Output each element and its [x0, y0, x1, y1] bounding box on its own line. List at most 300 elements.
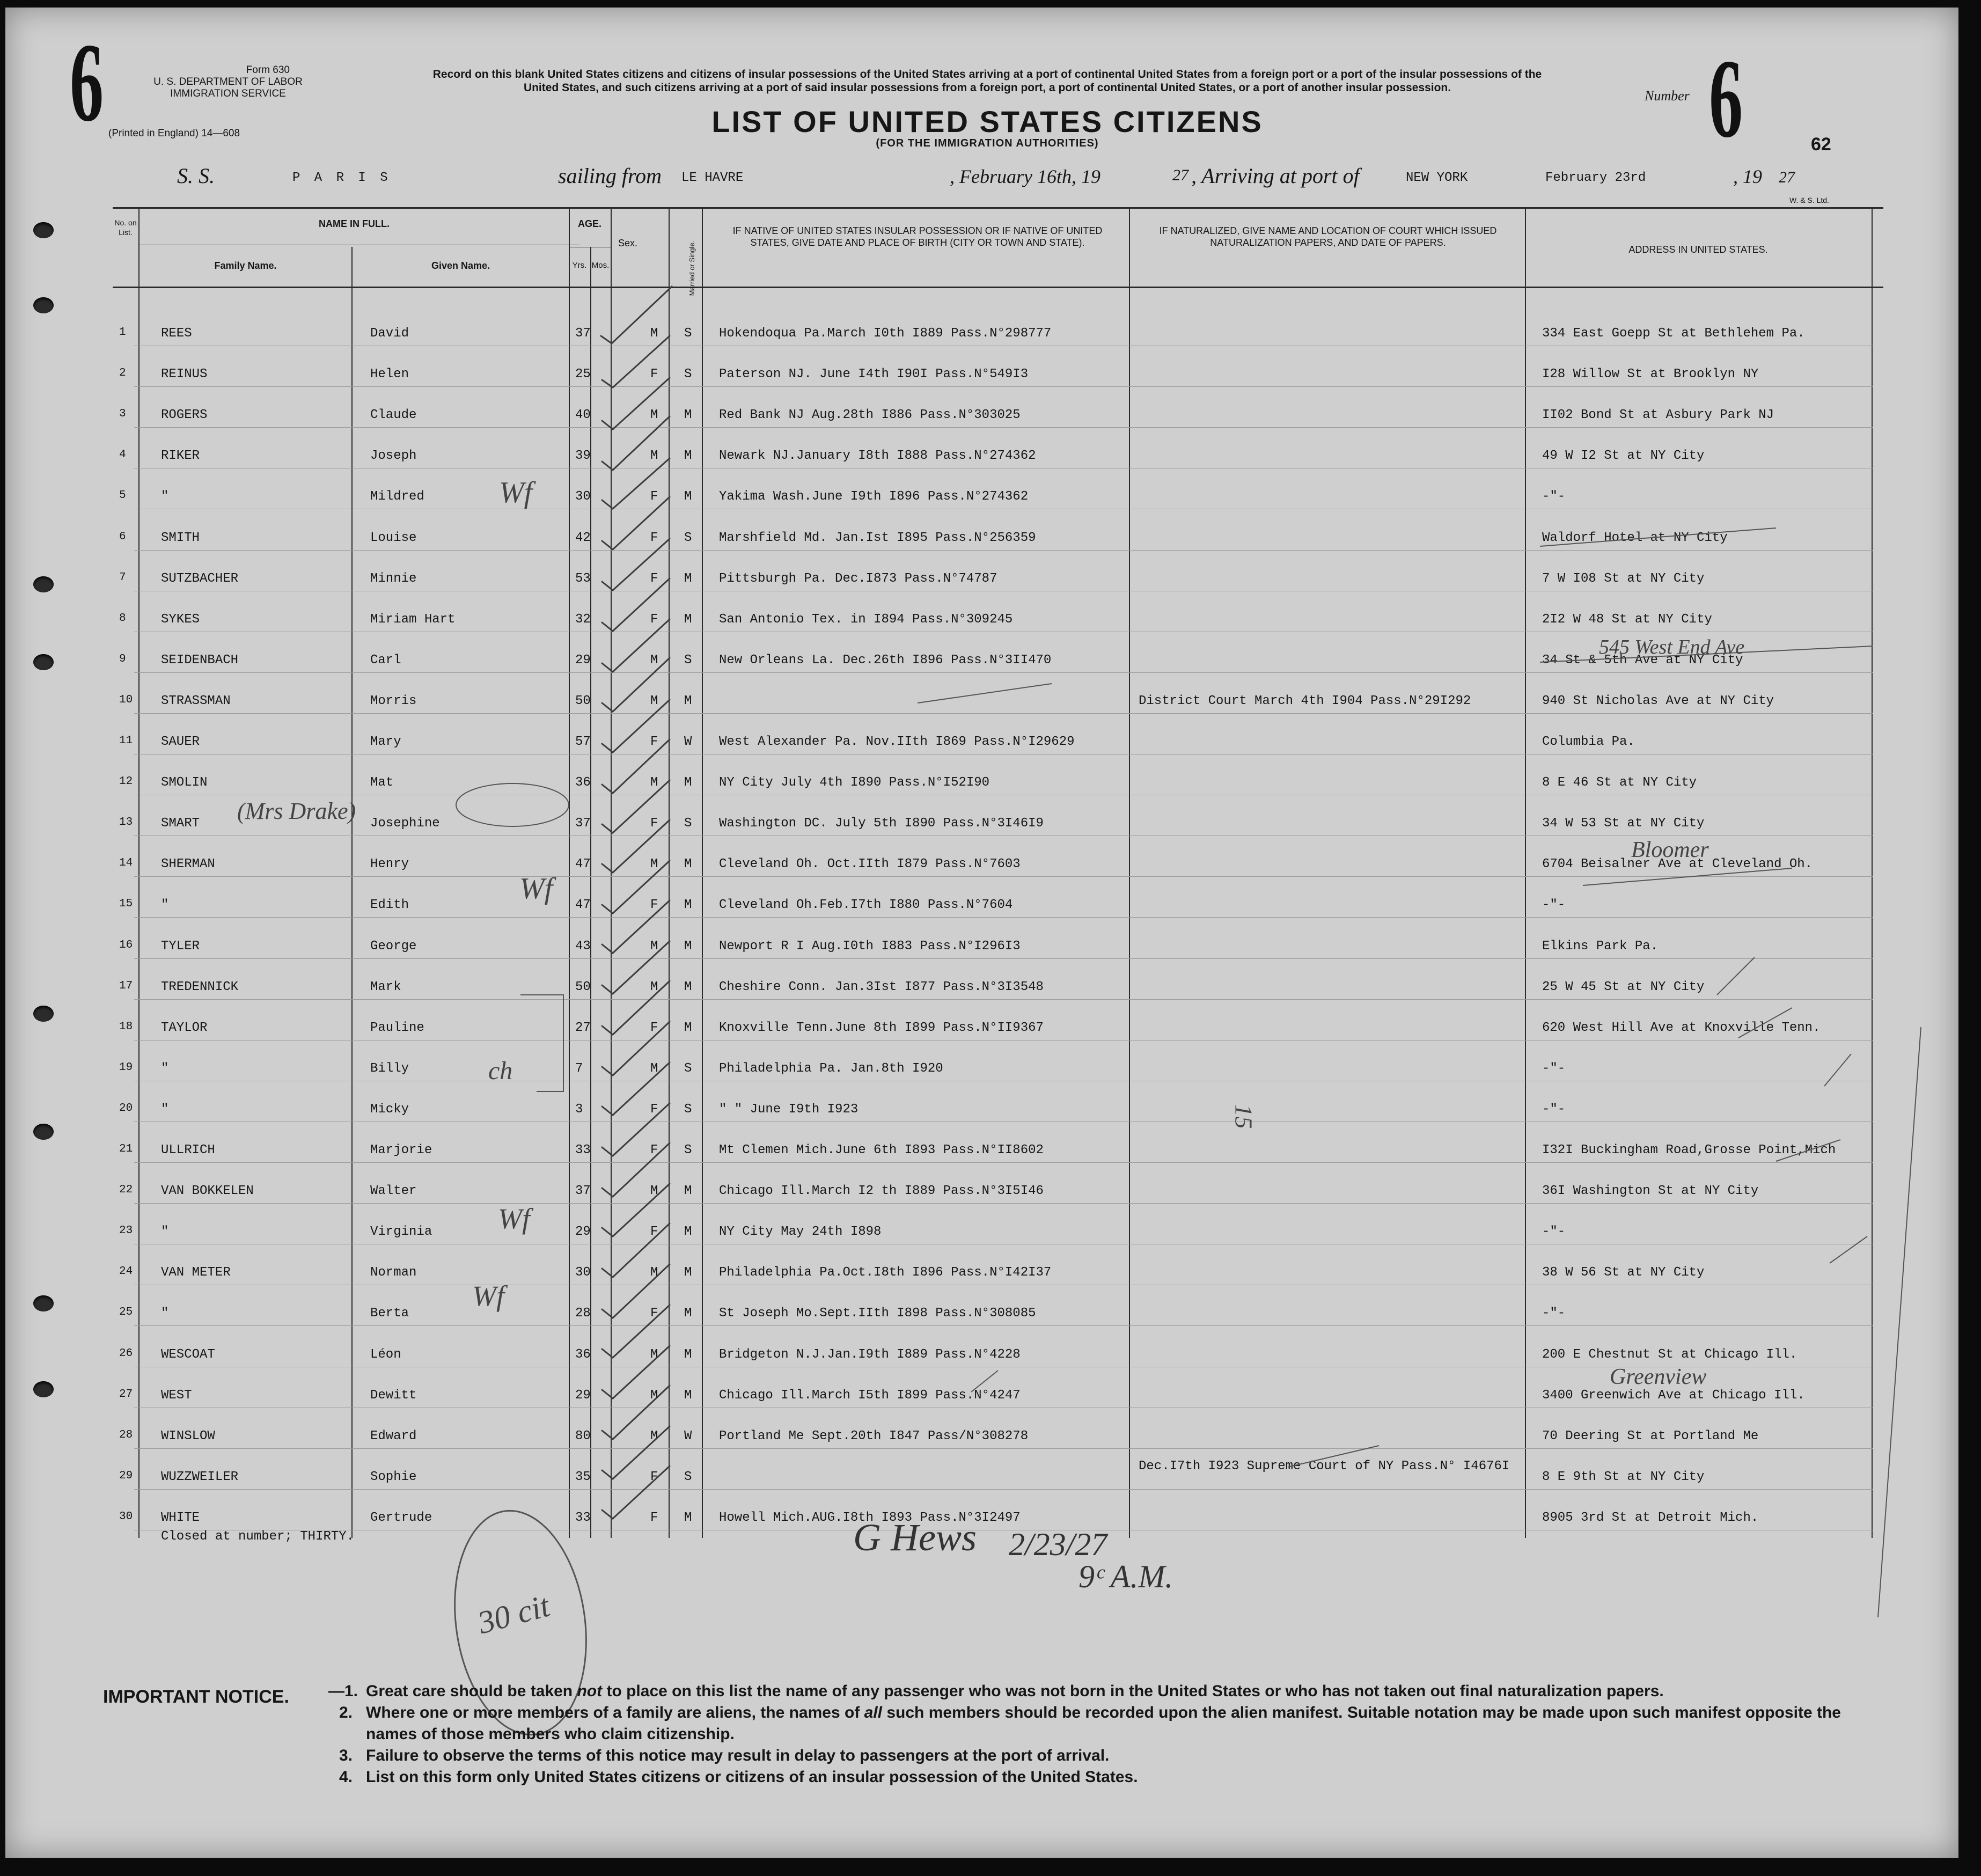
- printer-mark: W. & S. Ltd.: [1789, 196, 1829, 204]
- family-name: WESCOAT: [161, 1347, 215, 1362]
- us-address: 3400 Greenwich Ave at Chicago Ill.: [1542, 1388, 1805, 1403]
- us-address: 2I2 W 48 St at NY City: [1542, 612, 1712, 627]
- marital-status: M: [684, 694, 692, 708]
- birth-info: Hokendoqua Pa.March I0th I889 Pass.N°298777: [719, 326, 1052, 341]
- notice-number: —1.: [328, 1682, 358, 1700]
- row-number: 25: [119, 1306, 133, 1318]
- us-address: 940 St Nicholas Ave at NY City: [1542, 694, 1774, 708]
- age-years: 53: [575, 571, 591, 586]
- us-address: 34 St & 5th Ave at NY City: [1542, 653, 1743, 668]
- marital-status: M: [684, 939, 692, 954]
- note-addr-correction: Greenview: [1610, 1365, 1707, 1389]
- given-name: Pauline: [370, 1021, 424, 1035]
- us-address: -"-: [1542, 1102, 1566, 1117]
- sex: M: [650, 1265, 658, 1280]
- family-name: WUZZWEILER: [161, 1470, 239, 1484]
- inspector-signature: G Hews: [853, 1516, 977, 1559]
- row-number: 20: [119, 1102, 133, 1115]
- sex: M: [650, 694, 658, 708]
- family-name: TAYLOR: [161, 1021, 208, 1035]
- given-name: Josephine: [370, 816, 440, 831]
- family-name: SYKES: [161, 612, 200, 627]
- family-name: ": [161, 1102, 169, 1117]
- note-wife-mark: Wf: [499, 476, 533, 509]
- sex: F: [650, 367, 658, 382]
- us-address: I32I Buckingham Road,Grosse Point,Mich: [1542, 1143, 1836, 1157]
- notice-label: IMPORTANT NOTICE.: [103, 1687, 289, 1707]
- naturalization-info: District Court March 4th I904 Pass.N°29I292: [1139, 694, 1471, 708]
- marital-status: M: [684, 1184, 692, 1198]
- row-number: 22: [119, 1184, 133, 1196]
- birth-info: Knoxville Tenn.June 8th I899 Pass.N°II9367: [719, 1021, 1044, 1035]
- us-address: -"-: [1542, 898, 1566, 912]
- age-years: 27: [575, 1021, 591, 1035]
- notice-text: such members should be recorded upon the alien manifest. Suitable notation may be made upon such manifest opposite the names of those members who claim citizenship.: [366, 1704, 1841, 1743]
- row-number: 9: [119, 653, 126, 665]
- col-sex-header: Sex.: [618, 238, 638, 248]
- given-name: Miriam Hart: [370, 612, 456, 627]
- birth-info: Pittsburgh Pa. Dec.I873 Pass.N°74787: [719, 571, 997, 586]
- family-name: RIKER: [161, 449, 200, 463]
- birth-info: St Joseph Mo.Sept.IIth I898 Pass.N°308085: [719, 1306, 1036, 1321]
- marital-status: M: [684, 1306, 692, 1321]
- marital-status: S: [684, 326, 692, 341]
- age-years: 33: [575, 1143, 591, 1157]
- age-years: 57: [575, 735, 591, 749]
- department-name: U. S. DEPARTMENT OF LABOR: [153, 76, 303, 87]
- family-name: VAN METER: [161, 1265, 231, 1280]
- row-number: 14: [119, 857, 133, 869]
- notice-emphasis: not: [577, 1682, 603, 1700]
- sex: F: [650, 898, 658, 912]
- family-name: SAUER: [161, 735, 200, 749]
- us-address: 36I Washington St at NY City: [1542, 1184, 1759, 1198]
- birth-info: Paterson NJ. June I4th I90I Pass.N°549I3: [719, 367, 1029, 382]
- birth-info: " " June I9th I923: [719, 1102, 859, 1117]
- sheet-code-right: 6: [1709, 36, 1743, 161]
- birth-info: NY City July 4th I890 Pass.N°I52I90: [719, 775, 990, 790]
- birth-info: New Orleans La. Dec.26th I896 Pass.N°3II470: [719, 653, 1052, 668]
- row-number: 23: [119, 1225, 133, 1237]
- marital-status: M: [684, 775, 692, 790]
- age-years: 32: [575, 612, 591, 627]
- us-address: 25 W 45 St at NY City: [1542, 980, 1705, 994]
- age-years: 37: [575, 326, 591, 341]
- given-name: Dewitt: [370, 1388, 417, 1403]
- birth-info: Philadelphia Pa.Oct.I8th I896 Pass.N°I42I37: [719, 1265, 1052, 1280]
- sex: F: [650, 1143, 658, 1157]
- sex: F: [650, 571, 658, 586]
- us-address: -"-: [1542, 489, 1566, 504]
- sex: M: [650, 1184, 658, 1198]
- birth-info: Chicago Ill.March I2 th I889 Pass.N°3I5I46: [719, 1184, 1044, 1198]
- given-name: Berta: [370, 1306, 409, 1321]
- sex: F: [650, 816, 658, 831]
- sex: F: [650, 1102, 658, 1117]
- notice-item: [366, 1702, 1884, 1745]
- birth-info: Marshfield Md. Jan.Ist I895 Pass.N°256359: [719, 531, 1036, 545]
- row-number: 7: [119, 571, 126, 584]
- row-number: 4: [119, 449, 126, 461]
- given-name: Mat: [370, 775, 394, 790]
- printed-note: (Printed in England) 14—608: [108, 128, 240, 139]
- col-age-header: AGE.: [577, 218, 601, 229]
- marital-status: S: [684, 653, 692, 668]
- given-name: Edward: [370, 1429, 417, 1443]
- row-number: 26: [119, 1347, 133, 1360]
- given-name: David: [370, 326, 409, 341]
- col-address-header: ADDRESS IN UNITED STATES.: [1628, 244, 1768, 255]
- us-address: 8905 3rd St at Detroit Mich.: [1542, 1511, 1759, 1525]
- age-years: 50: [575, 980, 591, 994]
- birth-info: West Alexander Pa. Nov.IIth I869 Pass.N°I29629: [719, 735, 1075, 749]
- row-number: 19: [119, 1061, 133, 1074]
- row-number: 1: [119, 326, 126, 339]
- marital-status: M: [684, 1347, 692, 1362]
- notice-item: List on this form only United States citizens or citizens of an insular possession of the United States.: [366, 1768, 1138, 1786]
- service-name: IMMIGRATION SERVICE: [170, 88, 286, 99]
- sex: M: [650, 653, 658, 668]
- row-number: 5: [119, 489, 126, 502]
- col-birth-header: IF NATIVE OF UNITED STATES INSULAR POSSESSION OR IF NATIVE OF UNITED STATES, GIVE DATE AND PLACE OF BIRTH (CITY OR TOWN AND STATE).: [732, 225, 1103, 248]
- sex: M: [650, 1347, 658, 1362]
- sex: F: [650, 531, 658, 545]
- birth-info: NY City May 24th I898: [719, 1225, 882, 1239]
- note-wife-mark: Wf: [519, 872, 553, 905]
- row-number: 28: [119, 1429, 133, 1441]
- family-name: SUTZBACHER: [161, 571, 239, 586]
- form-instructions: Record on this blank United States citizens and citizens of insular possessions of the United States arriving at a port of continental United States from a foreign port or a port of the insular possessions of the United States, and such citizens arriving at a port of said insular possessions from a foreign port, a port of continental United States, or a port of another insular possession.: [432, 68, 1542, 94]
- sex: F: [650, 1511, 658, 1525]
- birth-info: Newport R I Aug.I0th I883 Pass.N°I296I3: [719, 939, 1021, 954]
- col-name-header: NAME IN FULL.: [319, 218, 390, 229]
- year-prefix: , 19: [1733, 166, 1762, 187]
- given-name: Norman: [370, 1265, 417, 1280]
- birth-info: Yakima Wash.June I9th I896 Pass.N°274362: [719, 489, 1029, 504]
- family-name: ULLRICH: [161, 1143, 215, 1157]
- age-years: 42: [575, 531, 591, 545]
- birth-info: Cheshire Conn. Jan.3Ist I877 Pass.N°3I3548: [719, 980, 1044, 994]
- col-family-header: Family Name.: [214, 260, 277, 271]
- row-number: 13: [119, 816, 133, 829]
- given-name: Mary: [370, 735, 401, 749]
- marital-status: M: [684, 408, 692, 422]
- note-mrs-drake: (Mrs Drake): [237, 798, 356, 824]
- age-years: 30: [575, 1265, 591, 1280]
- sex: M: [650, 857, 658, 871]
- col-yrs-header: Yrs.: [572, 261, 587, 270]
- marital-status: M: [684, 612, 692, 627]
- arriving-label: , Arriving at port of: [1191, 164, 1360, 188]
- us-address: 70 Deering St at Portland Me: [1542, 1429, 1759, 1443]
- sex: M: [650, 326, 658, 341]
- col-married-header: Married or Single.: [688, 240, 696, 296]
- given-name: Henry: [370, 857, 409, 871]
- us-address: Waldorf Hotel at NY City: [1542, 531, 1728, 545]
- marital-status: S: [684, 1143, 692, 1157]
- us-address: I28 Willow St at Brooklyn NY: [1542, 367, 1759, 382]
- given-name: Sophie: [370, 1470, 417, 1484]
- signature-time: 9ᶜ A.M.: [1078, 1559, 1173, 1594]
- form-title: LIST OF UNITED STATES CITIZENS: [711, 105, 1263, 138]
- marital-status: M: [684, 857, 692, 871]
- us-address: Elkins Park Pa.: [1542, 939, 1659, 954]
- pencil-marks: [5, 8, 1958, 1858]
- given-name: Helen: [370, 367, 409, 382]
- age-years: 80: [575, 1429, 591, 1443]
- family-name: REES: [161, 326, 192, 341]
- row-number: 10: [119, 694, 133, 706]
- form-number: Form 630: [246, 64, 290, 76]
- sex: M: [650, 1388, 658, 1403]
- row-number: 24: [119, 1265, 133, 1278]
- sex: F: [650, 1470, 658, 1484]
- family-name: ": [161, 1225, 169, 1239]
- page-number: 62: [1811, 134, 1831, 155]
- date-arrived: February 23rd: [1545, 171, 1646, 185]
- row-number: 17: [119, 980, 133, 992]
- marital-status: W: [684, 735, 692, 749]
- col-naturalized-header: IF NATURALIZED, GIVE NAME AND LOCATION OF COURT WHICH ISSUED NATURALIZATION PAPERS, AND DATE OF PAPERS.: [1159, 225, 1497, 248]
- given-name: Virginia: [370, 1225, 432, 1239]
- number-label: Number: [1645, 88, 1690, 104]
- marital-status: M: [684, 571, 692, 586]
- us-address: 38 W 56 St at NY City: [1542, 1265, 1705, 1280]
- sex: F: [650, 735, 658, 749]
- notice-number: 2.: [339, 1704, 353, 1721]
- sex: M: [650, 1061, 658, 1076]
- sex: M: [650, 408, 658, 422]
- age-years: 43: [575, 939, 591, 954]
- given-name: Morris: [370, 694, 417, 708]
- port-from: LE HAVRE: [681, 171, 744, 185]
- ss-label: S. S.: [177, 164, 215, 188]
- age-years: 36: [575, 1347, 591, 1362]
- given-name: Mark: [370, 980, 401, 994]
- row-number: 30: [119, 1511, 133, 1523]
- given-name: Claude: [370, 408, 417, 422]
- form-subtitle: (FOR THE IMMIGRATION AUTHORITIES): [876, 137, 1099, 149]
- sex: M: [650, 775, 658, 790]
- age-years: 29: [575, 653, 591, 668]
- family-name: TYLER: [161, 939, 200, 954]
- marital-status: M: [684, 1021, 692, 1035]
- marital-status: M: [684, 1265, 692, 1280]
- family-name: ": [161, 1306, 169, 1321]
- us-address: 49 W I2 St at NY City: [1542, 449, 1705, 463]
- family-name: SMART: [161, 816, 200, 831]
- given-name: Léon: [370, 1347, 401, 1362]
- family-name: WEST: [161, 1388, 192, 1403]
- marital-status: M: [684, 489, 692, 504]
- birth-info: Cleveland Oh. Oct.IIth I879 Pass.N°7603: [719, 857, 1021, 871]
- given-name: Edith: [370, 898, 409, 912]
- notice-text: Great care should be taken: [366, 1682, 577, 1700]
- given-name: Mildred: [370, 489, 424, 504]
- marital-status: M: [684, 449, 692, 463]
- given-name: Carl: [370, 653, 401, 668]
- birth-info: Portland Me Sept.20th I847 Pass/N°308278: [719, 1429, 1029, 1443]
- given-name: Billy: [370, 1061, 409, 1076]
- circled-count: 30 cit: [474, 1587, 554, 1641]
- row-number: 27: [119, 1388, 133, 1401]
- marital-status: S: [684, 367, 692, 382]
- us-address: 200 E Chestnut St at Chicago Ill.: [1542, 1347, 1797, 1362]
- age-years: 7: [575, 1061, 583, 1076]
- given-name: Marjorie: [370, 1143, 432, 1157]
- sex: M: [650, 939, 658, 954]
- row-number: 6: [119, 531, 126, 543]
- age-years: 29: [575, 1225, 591, 1239]
- closed-at-number: Closed at number; THIRTY.: [161, 1529, 355, 1544]
- age-years: 47: [575, 857, 591, 871]
- age-years: 37: [575, 816, 591, 831]
- row-number: 21: [119, 1143, 133, 1155]
- sex: M: [650, 449, 658, 463]
- given-name: Joseph: [370, 449, 417, 463]
- manifest-sheet: [5, 8, 1958, 1858]
- year-sailed: 27: [1172, 166, 1188, 184]
- row-number: 3: [119, 408, 126, 420]
- us-address: 8 E 9th St at NY City: [1542, 1470, 1705, 1484]
- col-given-header: Given Name.: [431, 260, 490, 271]
- birth-info: Cleveland Oh.Feb.I7th I880 Pass.N°7604: [719, 898, 1013, 912]
- family-name: ": [161, 898, 169, 912]
- sex: F: [650, 1225, 658, 1239]
- port-arrival: NEW YORK: [1406, 171, 1468, 185]
- family-name: SMITH: [161, 531, 200, 545]
- strike-lines: [520, 528, 1921, 1617]
- drake-bracket: [456, 783, 569, 826]
- birth-info: Philadelphia Pa. Jan.8th I920: [719, 1061, 943, 1076]
- given-name: Minnie: [370, 571, 417, 586]
- birth-info: Howell Mich.AUG.I8th I893 Pass.N°3I2497: [719, 1511, 1021, 1525]
- family-name: ": [161, 1061, 169, 1076]
- notice-text: Where one or more members of a family are aliens, the names of: [366, 1704, 864, 1721]
- marital-status: S: [684, 1102, 692, 1117]
- age-years: 35: [575, 1470, 591, 1484]
- given-name: Walter: [370, 1184, 417, 1198]
- notice-item: [366, 1681, 1884, 1702]
- notice-item: Failure to observe the terms of this notice may result in delay to passengers at the port of arrival.: [366, 1747, 1110, 1764]
- notice-text: to place on this list the name of any passenger who was not born in the United States or who has not taken out final naturalization papers.: [602, 1682, 1664, 1700]
- marital-status: M: [684, 898, 692, 912]
- age-years: 29: [575, 1388, 591, 1403]
- us-address: 334 East Goepp St at Bethlehem Pa.: [1542, 326, 1805, 341]
- us-address: Columbia Pa.: [1542, 735, 1635, 749]
- us-address: -"-: [1542, 1061, 1566, 1076]
- marital-status: S: [684, 1061, 692, 1076]
- ship-name: P A R I S: [292, 171, 391, 185]
- age-years: 3: [575, 1102, 583, 1117]
- row-number: 15: [119, 898, 133, 910]
- col-no-header: No. on List.: [114, 218, 137, 237]
- birth-info: Washington DC. July 5th I890 Pass.N°3I46I9: [719, 816, 1044, 831]
- birth-info: Bridgeton N.J.Jan.I9th I889 Pass.N°4228: [719, 1347, 1021, 1362]
- given-name: Louise: [370, 531, 417, 545]
- birth-info: Newark NJ.January I8th I888 Pass.N°274362: [719, 449, 1036, 463]
- family-name: SMOLIN: [161, 775, 208, 790]
- family-name: ROGERS: [161, 408, 208, 422]
- given-name: Gertrude: [370, 1511, 432, 1525]
- marital-status: W: [684, 1429, 692, 1443]
- us-address: 620 West Hill Ave at Knoxville Tenn.: [1542, 1021, 1821, 1035]
- page-stamp-number: 15: [1230, 1104, 1258, 1129]
- row-number: 8: [119, 612, 126, 625]
- marital-status: S: [684, 816, 692, 831]
- us-address: 8 E 46 St at NY City: [1542, 775, 1697, 790]
- note-wife-mark: Wf: [472, 1280, 504, 1312]
- row-number: 2: [119, 367, 126, 379]
- family-name: WHITE: [161, 1511, 200, 1525]
- sheet-code-left: 6: [70, 20, 104, 145]
- age-years: 39: [575, 449, 591, 463]
- us-address: II02 Bond St at Asbury Park NJ: [1542, 408, 1774, 422]
- col-mos-header: Mos.: [591, 261, 610, 270]
- marital-status: M: [684, 1388, 692, 1403]
- age-years: 50: [575, 694, 591, 708]
- row-number: 29: [119, 1470, 133, 1482]
- age-years: 28: [575, 1306, 591, 1321]
- row-number: 11: [119, 735, 133, 747]
- family-name: ": [161, 489, 169, 504]
- family-name: VAN BOKKELEN: [161, 1184, 254, 1198]
- family-name: SHERMAN: [161, 857, 215, 871]
- us-address: -"-: [1542, 1306, 1566, 1321]
- birth-info: Mt Clemen Mich.June 6th I893 Pass.N°II8602: [719, 1143, 1044, 1157]
- marital-status: M: [684, 1511, 692, 1525]
- us-address: 34 W 53 St at NY City: [1542, 816, 1705, 831]
- birth-info: Red Bank NJ Aug.28th I886 Pass.N°303025: [719, 408, 1021, 422]
- sex: M: [650, 1429, 658, 1443]
- row-number: 16: [119, 939, 133, 951]
- notice-number: 4.: [339, 1768, 353, 1786]
- marital-status: S: [684, 531, 692, 545]
- sex: F: [650, 1306, 658, 1321]
- us-address: 7 W I08 St at NY City: [1542, 571, 1705, 586]
- note-addr-correction: 545 West End Ave: [1599, 636, 1745, 658]
- sailing-label: sailing from: [558, 164, 662, 188]
- us-address: -"-: [1542, 1225, 1566, 1239]
- marital-status: M: [684, 980, 692, 994]
- age-years: 25: [575, 367, 591, 382]
- date-sailed: , February 16th, 19: [950, 166, 1100, 187]
- family-name: SEIDENBACH: [161, 653, 239, 668]
- birth-info: San Antonio Tex. in I894 Pass.N°309245: [719, 612, 1013, 627]
- age-years: 37: [575, 1184, 591, 1198]
- age-years: 33: [575, 1511, 591, 1525]
- age-years: 36: [575, 775, 591, 790]
- family-name: TREDENNICK: [161, 980, 239, 994]
- age-years: 47: [575, 898, 591, 912]
- age-years: 30: [575, 489, 591, 504]
- us-address: 6704 Beisalner Ave at Cleveland Oh.: [1542, 857, 1813, 871]
- birth-info: Chicago Ill.March I5th I899 Pass.N°4247: [719, 1388, 1021, 1403]
- year-arrived: 27: [1779, 168, 1795, 186]
- marital-status: S: [684, 1470, 692, 1484]
- note-ch-mark: ch: [488, 1057, 513, 1085]
- note-addr-correction: Bloomer: [1631, 838, 1709, 862]
- row-number: 18: [119, 1021, 133, 1033]
- age-years: 40: [575, 408, 591, 422]
- family-name: REINUS: [161, 367, 208, 382]
- given-name: Micky: [370, 1102, 409, 1117]
- signature-date: 2/23/27: [1009, 1527, 1107, 1562]
- notice-number: 3.: [339, 1747, 353, 1764]
- marital-status: M: [684, 1225, 692, 1239]
- naturalization-info: Dec.I7th I923 Supreme Court of NY Pass.N° I4676I: [1139, 1459, 1510, 1474]
- important-notice: [103, 1681, 1874, 1788]
